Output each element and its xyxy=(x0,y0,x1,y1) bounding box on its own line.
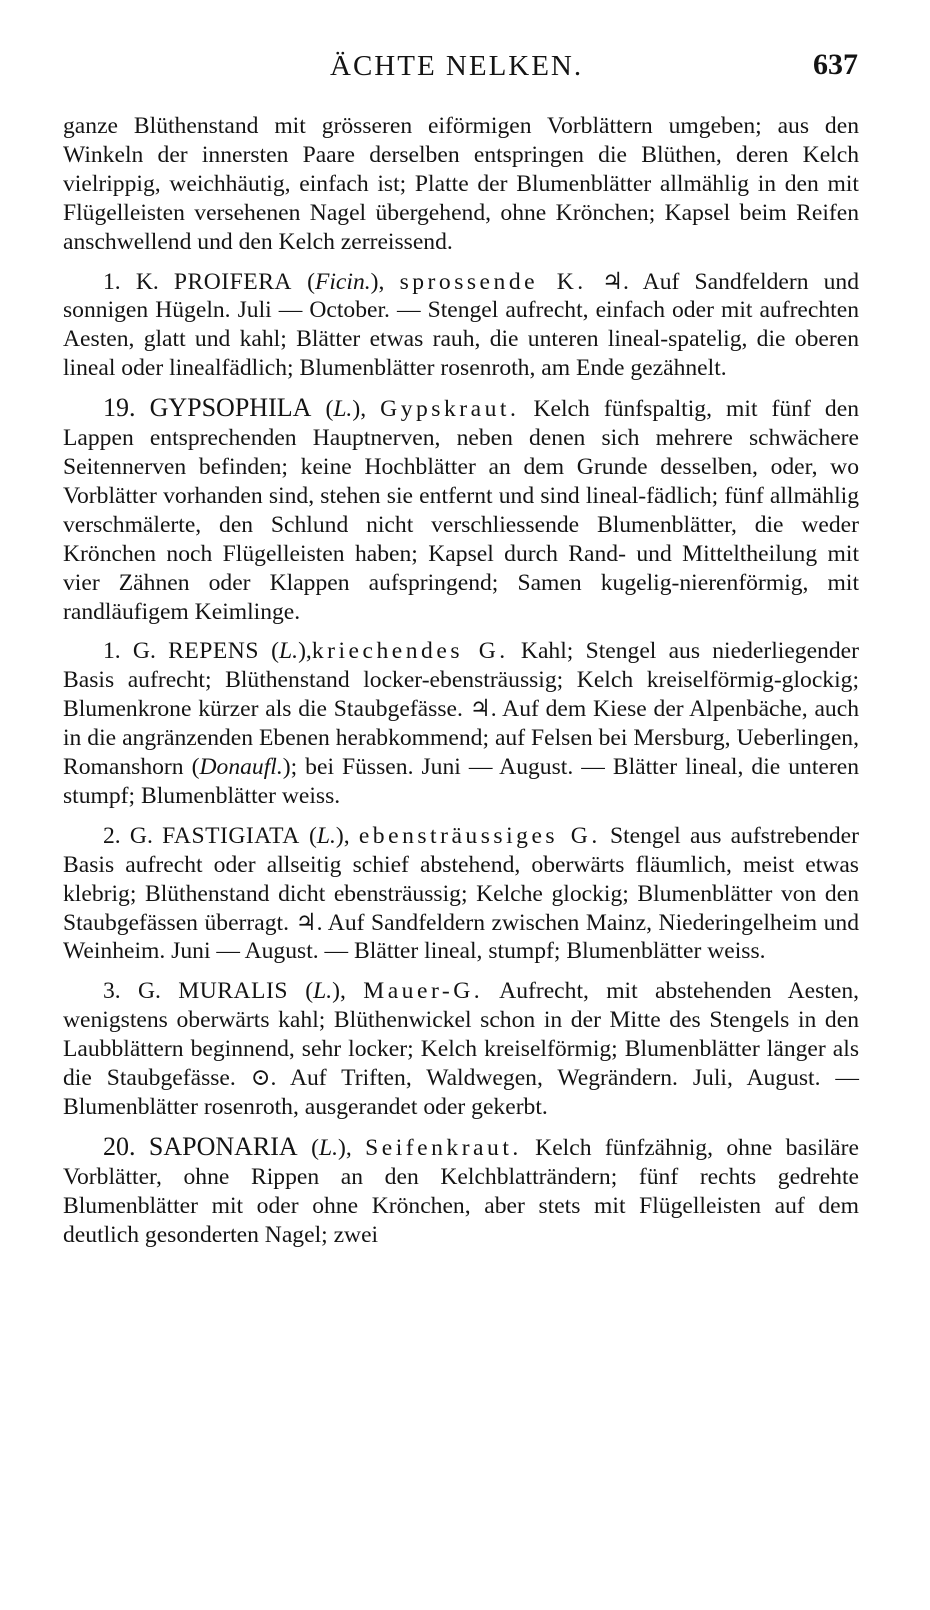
paragraph-continuation xyxy=(63,112,859,257)
species-epithet: MURALIS xyxy=(178,978,288,1005)
literature-reference: Donaufl. xyxy=(199,754,283,781)
genus-authority: L. xyxy=(333,396,353,423)
genus-authority: L. xyxy=(318,1134,338,1161)
genus-name: GYPSOPHILA xyxy=(149,393,312,423)
species-epithet: FASTIGIATA xyxy=(162,822,300,849)
species-description: Aufrecht, mit abstehenden Aesten, wenigstens oberwärts kahl; Blüthenwickel schon in der Mitte des Stengels in den Laubblättern beginnend, sehr locker; Kelch kreiselförmig; Blumenblätter länger als die Staubgefässe. ⊙. Auf Triften, Waldwegen, Wegrändern. Juli, August. — Blumenblätter rosenroth, ausgerandet oder gekerbt. xyxy=(63,978,860,1120)
species-entry-g1: 1. G. REPENS (L.),kriechendes G. Kahl; Stengel aus niederliegender Basis aufrecht; Blüthenstand locker-ebensträussig; Kelch kreiselförmig-glockig; Blumenkrone kürzer als die Staubgefässe. ♃. Auf dem Kiese der Alpenbäche, auch in die angränzenden Ebenen herabkommend; auf Felsen bei Mersburg, Ueberlingen, Romanshorn (Donaufl.); bei Füssen. Juni — August. — Blätter lineal, die unteren stumpf; Blumenblätter weiss. xyxy=(63,638,860,809)
species-epithet: REPENS xyxy=(168,638,259,665)
genus-number: 19. xyxy=(103,393,136,423)
species-authority: L. xyxy=(313,978,333,1005)
genus-entry-gypsophila: 19. GYPSOPHILA (L.), Gypskraut. Kelch fünfspaltig, mit fünf den Lappen entsprechenden Hauptnerven, neben denen sich mehrere schwächere Seitennerven befinden; keine Hochblätter an dem Grunde desselben, oder, wo Vorblätter vorhanden sind, stehen sie entfernt und sind lineal-fädlich; fünf allmählig verschmälerte, den Schlund nicht verschliessende Blumenblätter, die weder Krönchen noch Flügelleisten haben; Kapsel durch Rand- und Mitteltheilung mit vier Zähnen oder Klappen aufspringend; Samen kugelig-nierenförmig, mit randläufigem Keimlinge. xyxy=(63,393,859,625)
species-epithet: PROIFERA xyxy=(173,268,292,295)
running-head: ÄCHTE NELKEN. xyxy=(330,50,584,82)
species-authority: Ficin. xyxy=(314,268,371,295)
common-name: ebensträussiges G. xyxy=(358,822,601,849)
genus-name: SAPONARIA xyxy=(148,1131,298,1161)
genus-description: Kelch fünfspaltig, mit fünf den Lappen entsprechenden Hauptnerven, neben denen sich mehrere schwächere Seitennerven befinden; keine Hochblätter an dem Grunde desselben, oder, wo Vorblätter vorhanden sind, stehen sie entfernt und sind lineal-fädlich; fünf allmählig verschmälerte, den Schlund nicht verschliessende Blumenblätter, die weder Krönchen noch Flügelleisten haben; Kapsel durch Rand- und Mitteltheilung mit vier Zähnen oder Klappen aufspringend; Samen kugelig-nierenförmig, mit randläufigem Keimlinge. xyxy=(63,396,859,625)
species-description: Stengel aus aufstrebender Basis aufrecht oder allseitig schief abstehend, oberwärts fläumlich, meist etwas klebrig; Blüthenstand dicht ebensträussig; Kelche glockig; Blumenblätter von den Staubgefässen überragt. ♃. Auf Sandfeldern zwischen Mainz, Niederingelheim und Weinheim. Juni — August. — Blätter lineal, stumpf; Blumenblätter weiss. xyxy=(63,822,859,965)
species-description: ♃. Auf Sandfeldern und sonnigen Hügeln. Juli — October. — Stengel aufrecht, einfach oder mit aufrechten Aesten, glatt und kahl; Blätter etwas rauh, die unteren lineal-spatelig, die oberen lineal oder linealfädlich; Blumenblätter rosenroth, am Ende gezähnelt. xyxy=(63,268,860,382)
species-number: 2. G. xyxy=(103,822,153,849)
species-entry-g3: 3. G. MURALIS (L.), Mauer-G. Aufrecht, mit abstehenden Aesten, wenigstens oberwärts kahl; Blüthenwickel schon in der Mitte des Stengels in den Laubblättern beginnend, sehr locker; Kelch kreiselförmig; Blumenblätter länger als die Staubgefässe. ⊙. Auf Triften, Waldwegen, Wegrändern. Juli, August. — Blumenblätter rosenroth, ausgerandet oder gekerbt. xyxy=(63,978,860,1120)
species-entry-g2: 2. G. FASTIGIATA (L.), ebensträussiges G. Stengel aus aufstrebender Basis aufrecht oder allseitig schief abstehend, oberwärts fläumlich, meist etwas klebrig; Blüthenstand dicht ebensträussig; Kelche glockig; Blumenblätter von den Staubgefässen überragt. ♃. Auf Sandfeldern zwischen Mainz, Niederingelheim und Weinheim. Juni — August. — Blätter lineal, stumpf; Blumenblätter weiss. xyxy=(63,822,859,965)
common-name: sprossende K. xyxy=(399,268,587,295)
common-name: Mauer-G. xyxy=(363,978,484,1005)
species-description-cont: ; bei Füssen. Juni — August. — Blätter lineal, die unteren stumpf; Blumenblätter weiss. xyxy=(63,754,860,809)
body-text xyxy=(63,112,859,1261)
page-header xyxy=(0,46,930,90)
genus-entry-saponaria: 20. SAPONARIA (L.), Seifenkraut. Kelch fünfzähnig, ohne basiläre Vorblätter, ohne Rippen an den Kelchblatträndern; fünf rechts gedrehte Blumenblätter mit oder ohne Krönchen, aber stets mit Flügelleisten auf dem deutlich gesonderten Nagel; zwei xyxy=(63,1131,859,1248)
species-entry-k1: 1. K. PROIFERA (Ficin.), sprossende K. ♃. Auf Sandfeldern und sonnigen Hügeln. Juli — October. — Stengel aufrecht, einfach oder mit aufrechten Aesten, glatt und kahl; Blätter etwas rauh, die unteren lineal-spatelig, die oberen lineal oder linealfädlich; Blumenblätter rosenroth, am Ende gezähnelt. xyxy=(63,268,860,382)
genus-number: 20. xyxy=(103,1131,136,1161)
paragraph-text: ganze Blüthenstand mit grösseren eiförmigen Vorblättern umgeben; aus den Winkeln der innersten Paare derselben entspringen die Blüthen, deren Kelch vielrippig, weichhäutig, einfach ist; Platte der Blumenblätter allmählig in den mit Flügelleisten versehenen Nagel übergehend, ohne Krönchen; Kapsel beim Reifen anschwellend und den Kelch zerreissend. xyxy=(63,113,859,255)
species-authority: L. xyxy=(279,638,299,665)
species-number: 3. G. xyxy=(103,978,161,1005)
page-number: 637 xyxy=(813,48,858,81)
common-name: kriechendes G. xyxy=(311,638,509,665)
genus-common-name: Seifenkraut. xyxy=(365,1134,522,1161)
species-description: Kahl; Stengel aus niederliegender Basis aufrecht; Blüthenstand locker-ebensträussig; Kelch kreiselförmig-glockig; Blumenkrone kürzer als die Staubgefässe. ♃. Auf dem Kiese der Alpenbäche, auch in die angränzenden Ebenen herabkommend; auf Felsen bei Mersburg, Ueberlingen, Romanshorn xyxy=(63,638,859,781)
species-authority: L. xyxy=(316,822,336,849)
species-number: 1. K. xyxy=(103,268,159,295)
genus-common-name: Gypskraut. xyxy=(380,396,520,423)
genus-description: Kelch fünfzähnig, ohne basiläre Vorblätter, ohne Rippen an den Kelchblatträndern; fünf rechts gedrehte Blumenblätter mit oder ohne Krönchen, aber stets mit Flügelleisten auf dem deutlich gesonderten Nagel; zwei xyxy=(63,1134,859,1248)
species-number: 1. G. xyxy=(103,638,156,665)
